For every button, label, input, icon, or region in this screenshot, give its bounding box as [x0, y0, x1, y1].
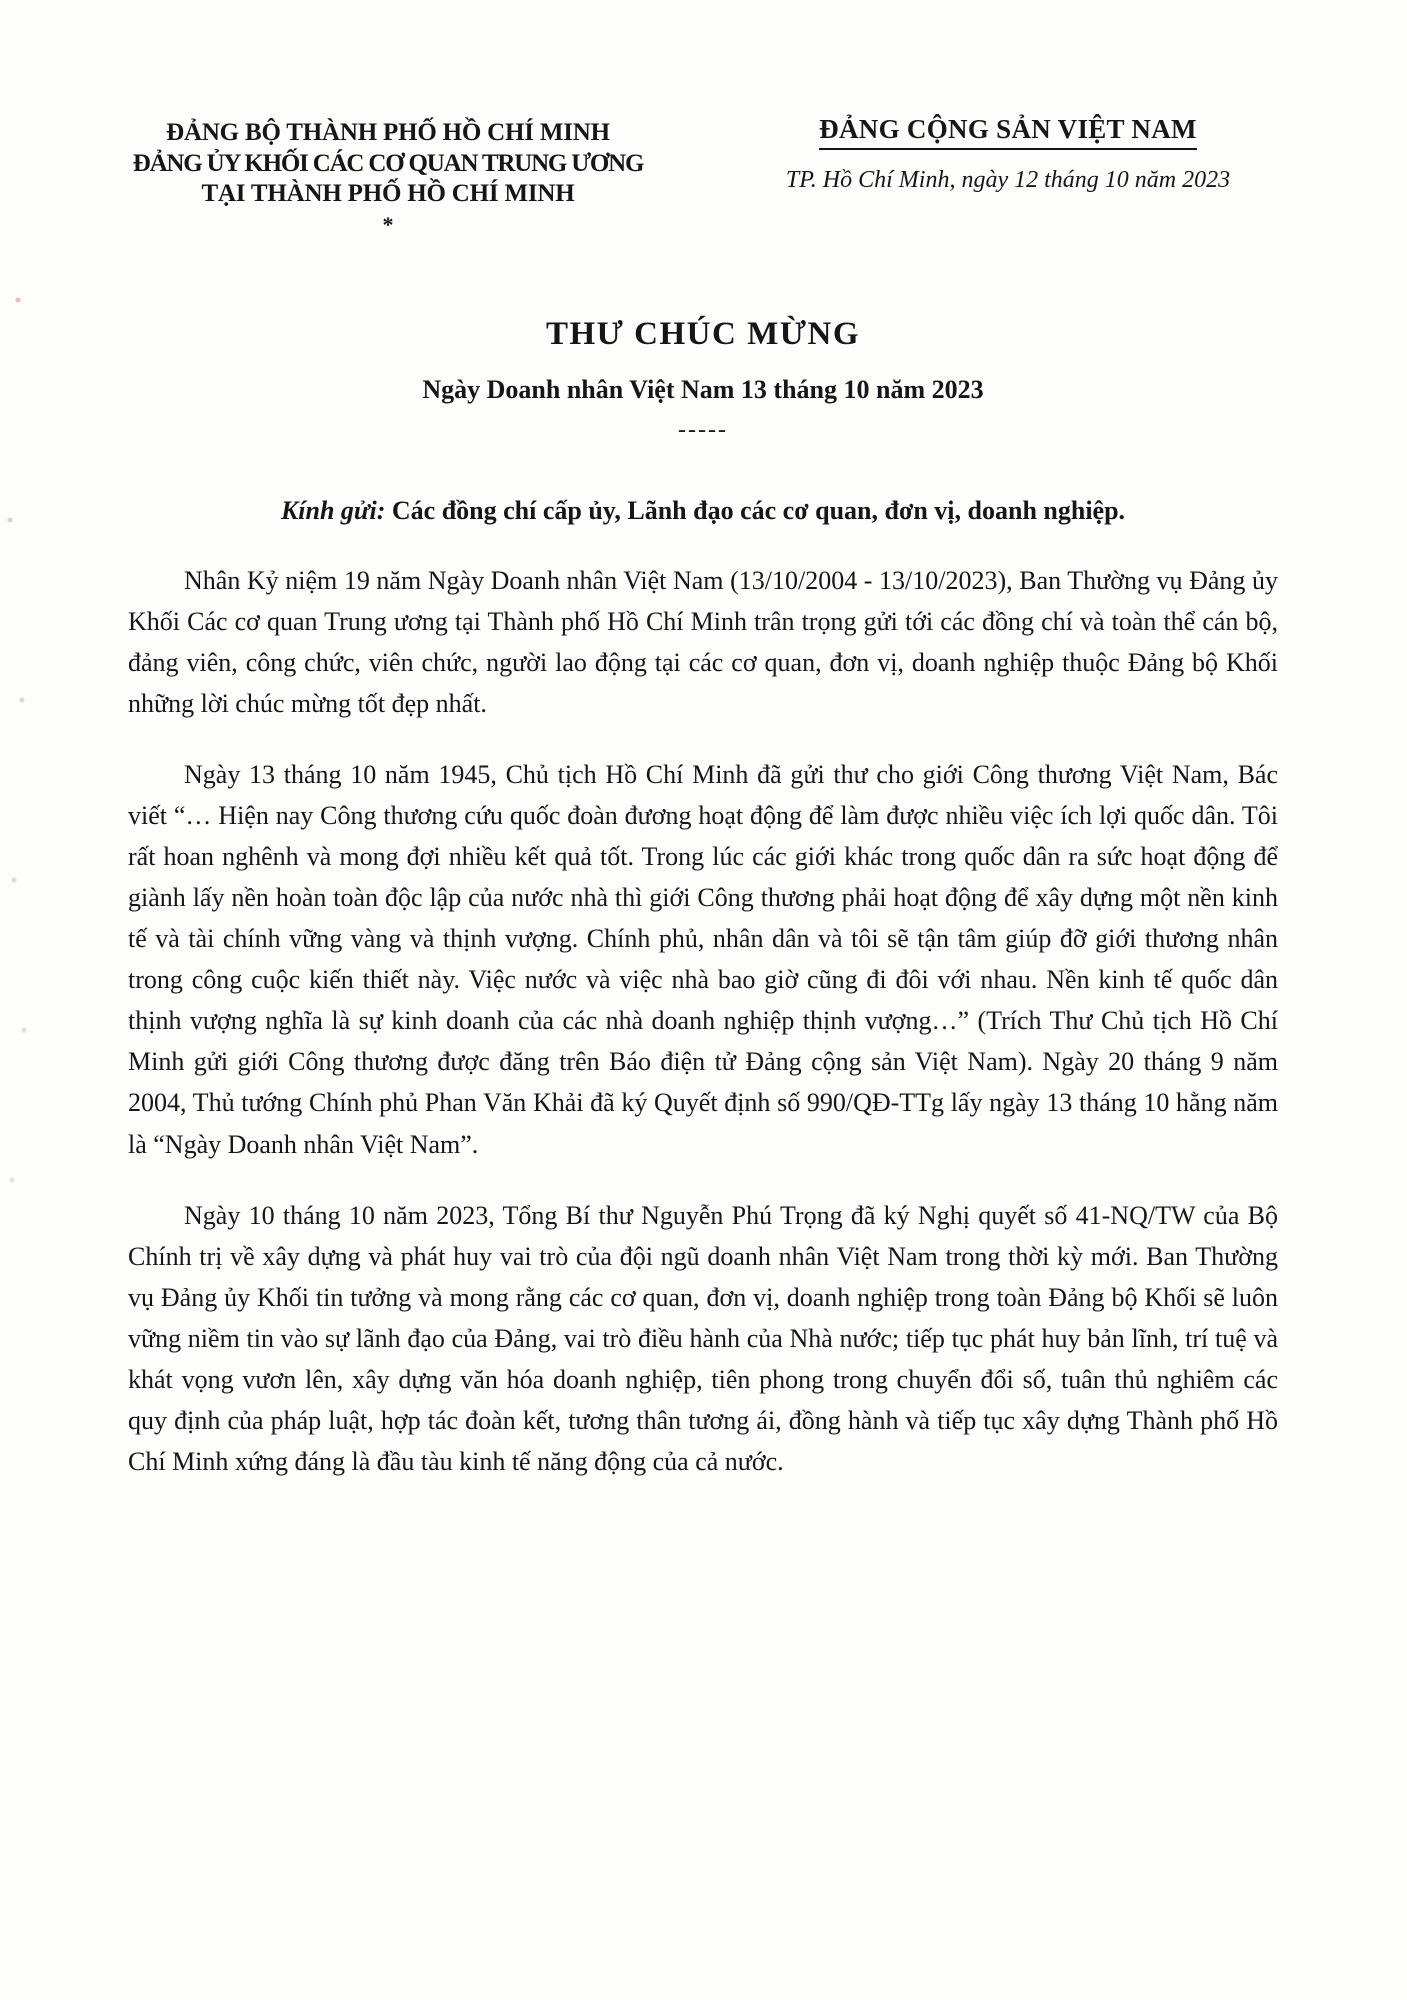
- title-block: [128, 316, 1278, 444]
- issuing-organization: [128, 96, 648, 238]
- body-paragraph: Ngày 10 tháng 10 năm 2023, Tổng Bí thư Nguyễn Phú Trọng đã ký Nghị quyết số 41-NQ/TW của Bộ Chính trị về xây dựng và phát huy vai trò của đội ngũ doanh nhân Việt Nam trong thời kỳ mới. Ban Thường vụ Đảng ủy Khối tin tưởng và mong rằng các cơ quan, đơn vị, doanh nghiệp trong toàn Đảng bộ Khối sẽ luôn vững niềm tin vào sự lãnh đạo của Đảng, vai trò điều hành của Nhà nước; tiếp tục phát huy bản lĩnh, trí tuệ và khát vọng vươn lên, xây dựng văn hóa doanh nghiệp, tiên phong trong chuyển đổi số, tuân thủ nghiêm các quy định của pháp luật, hợp tác đoàn kết, tương thân tương ái, đồng hành và tiếp tục xây dựng Thành phố Hồ Chí Minh xứng đáng là đầu tàu kinh tế năng động của cả nước.: [128, 1200, 1278, 1477]
- national-motto: ĐẢNG CỘNG SẢN VIỆT NAM: [819, 114, 1197, 150]
- page-subtitle: Ngày Doanh nhân Việt Nam 13 tháng 10 năm 2023: [422, 374, 984, 404]
- org-line-2: ĐẢNG ỦY KHỐI CÁC CƠ QUAN TRUNG ƯƠNG: [132, 149, 644, 177]
- salutation-recipients: Các đồng chí cấp ủy, Lãnh đạo các cơ quan, đơn vị, doanh nghiệp.: [391, 495, 1126, 525]
- place-and-date: TP. Hồ Chí Minh, ngày 12 tháng 10 năm 2023: [785, 167, 1231, 193]
- divider-dashes: -----: [678, 416, 728, 443]
- scan-artifact: [0, 0, 40, 2000]
- document-content: [128, 96, 1278, 1482]
- org-line-1: ĐẢNG BỘ THÀNH PHỐ HỒ CHÍ MINH: [166, 119, 610, 146]
- org-star-separator: *: [382, 211, 394, 237]
- letterhead: [128, 96, 1278, 238]
- body-paragraph: Nhân Kỷ niệm 19 năm Ngày Doanh nhân Việt Nam (13/10/2004 - 13/10/2023), Ban Thường vụ Đảng ủy Khối Các cơ quan Trung ương tại Thành phố Hồ Chí Minh trân trọng gửi tới các đồng chí và toàn thể cán bộ, đảng viên, công chức, viên chức, người lao động tại các cơ quan, đơn vị, doanh nghiệp thuộc Đảng bộ Khối những lời chúc mừng tốt đẹp nhất.: [128, 565, 1278, 718]
- salutation-label: Kính gửi:: [280, 495, 386, 525]
- salutation: [128, 496, 1278, 526]
- national-heading: [738, 96, 1278, 194]
- body-paragraph: Ngày 13 tháng 10 năm 1945, Chủ tịch Hồ Chí Minh đã gửi thư cho giới Công thương Việt Nam, Bác viết “… Hiện nay Công thương cứu quốc đoàn đương hoạt động để làm được nhiều việc ích lợi quốc dân. Tôi rất hoan nghênh và mong đợi nhiều kết quả tốt. Trong lúc các giới khác trong quốc dân ra sức hoạt động để giành lấy nền hoàn toàn độc lập của nước nhà thì giới Công thương phải hoạt động để xây dựng một nền kinh tế và tài chính vững vàng và thịnh vượng. Chính phủ, nhân dân và tôi sẽ tận tâm giúp đỡ giới thương nhân trong công cuộc kiến thiết này. Việc nước và việc nhà bao giờ cũng đi đôi với nhau. Nền kinh tế quốc dân thịnh vượng nghĩa là sự kinh doanh của các nhà doanh nghiệp thịnh vượng…” (Trích Thư Chủ tịch Hồ Chí Minh gửi giới Công thương được đăng trên Báo điện tử Đảng cộng sản Việt Nam). Ngày 20 tháng 9 năm 2004, Thủ tướng Chính phủ Phan Văn Khải đã ký Quyết định số 990/QĐ-TTg lấy ngày 13 tháng 10 hằng năm là “Ngày Doanh nhân Việt Nam”.: [128, 759, 1278, 1159]
- org-line-3: TẠI THÀNH PHỐ HỒ CHÍ MINH: [201, 180, 575, 207]
- page-title: THƯ CHÚC MỪNG: [545, 315, 861, 352]
